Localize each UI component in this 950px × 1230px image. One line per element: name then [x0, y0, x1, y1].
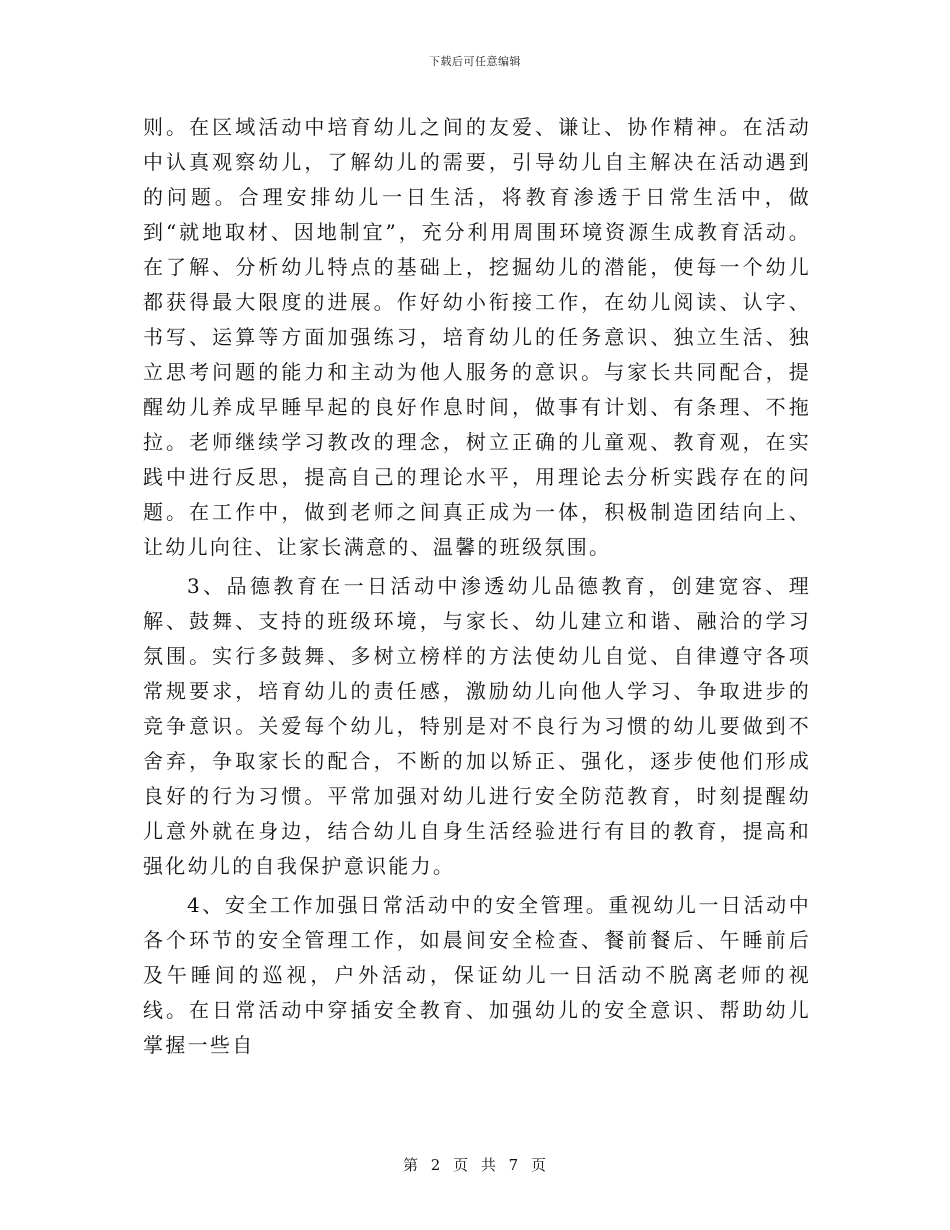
paragraph-moral-education: 3、品德教育在一日活动中渗透幼儿品德教育，创建宽容、理解、鼓舞、支持的班级环境，与家长、幼儿建立和谐、融洽的学习氛围。实行多鼓舞、多树立榜样的方法使幼儿自觉、自律遵守各项常规要求，培育幼儿的责任感，激励幼儿向他人学习、争取进步的竞争意识。关爱每个幼儿，特别是对不良行为习惯的幼儿要做到不舍弃，争取家长的配合，不断的加以矫正、强化，逐步使他们形成良好的行为习惯。平常加强对幼儿进行安全防范教育，时刻提醒幼儿意外就在身边，结合幼儿自身生活经验进行有目的教育，提高和强化幼儿的自我保护意识能力。: [143, 574, 811, 878]
paragraph-continued: 则。在区域活动中培育幼儿之间的友爱、谦让、协作精神。在活动中认真观察幼儿，了解幼儿的需要，引导幼儿自主解决在活动遇到的问题。合理安排幼儿一日生活，将教育渗透于日常生活中，做到“就地取材、因地制宜”，充分利用周围环境资源生成教育活动。在了解、分析幼儿特点的基础上，挖掘幼儿的潜能，使每一个幼儿都获得最大限度的进展。作好幼小衔接工作，在幼儿阅读、认字、书写、运算等方面加强练习，培育幼儿的任务意识、独立生活、独立思考问题的能力和主动为他人服务的意识。与家长共同配合，提醒幼儿养成早睡早起的良好作息时间，做事有计划、有条理、不拖拉。老师继续学习教改的理念，树立正确的儿童观、教育观，在实践中进行反思，提高自己的理论水平，用理论去分析实践存在的问题。在工作中，做到老师之间真正成为一体，积极制造团结向上、让幼儿向往、让家长满意的、温馨的班级氛围。: [143, 115, 811, 559]
paragraph-safety-work: 4、安全工作加强日常活动中的安全管理。重视幼儿一日活动中各个环节的安全管理工作，如晨间安全检查、餐前餐后、午睡前后及午睡间的巡视，户外活动，保证幼儿一日活动不脱离老师的视线。在日常活动中穿插安全教育、加强幼儿的安全意识、帮助幼儿掌握一些自: [143, 893, 811, 1057]
page-number: 第 2 页 共 7 页: [403, 1156, 547, 1174]
page-header: 下载后可任意编辑: [429, 55, 521, 68]
document-body: [143, 110, 811, 1063]
